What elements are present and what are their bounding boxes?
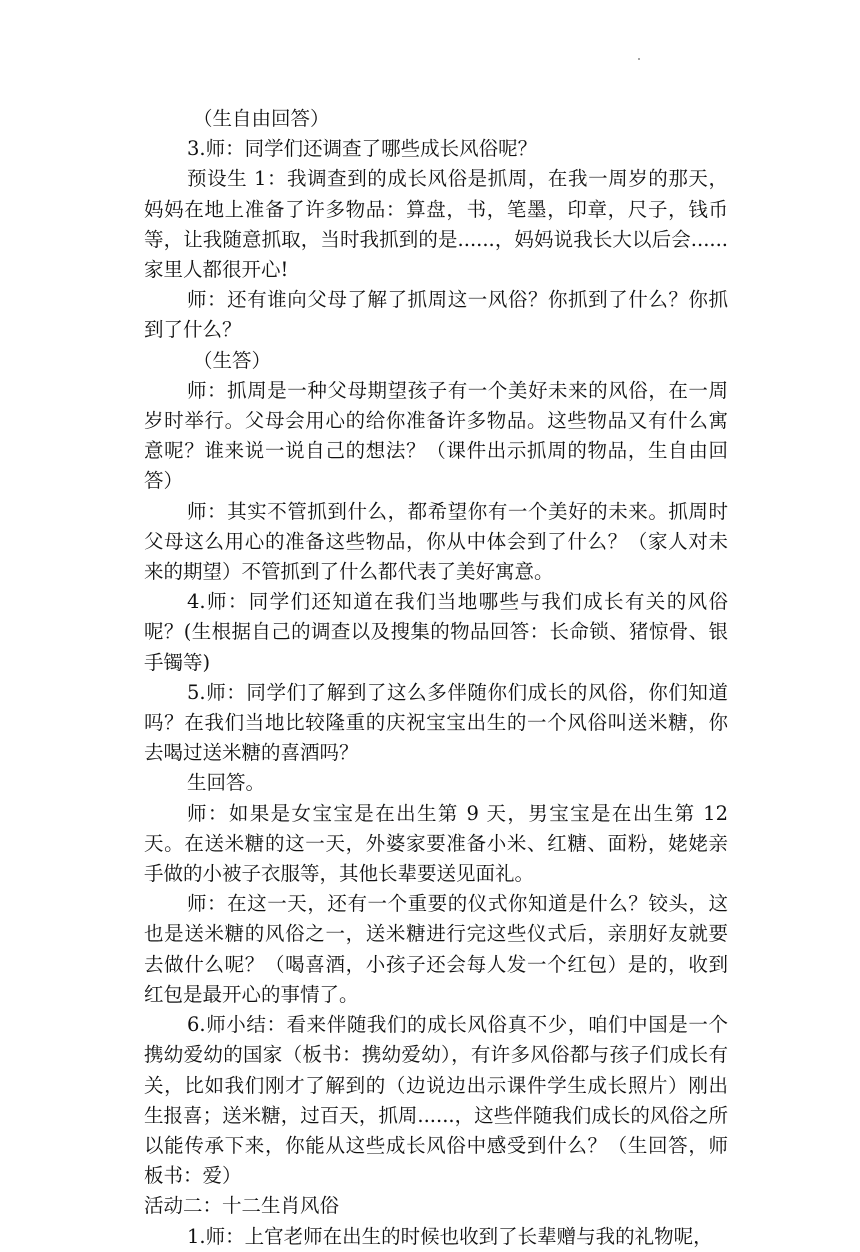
paragraph: 4.师：同学们还知道在我们当地哪些与我们成长有关的风俗呢？(生根据自己的调查以及搜集的物品回答：长命锁、猪惊骨、银手镯等) (144, 590, 728, 674)
paragraph: 生回答。 (187, 771, 266, 795)
paragraph: 师：还有谁向父母了解了抓周这一风俗？你抓到了什么？你抓到了什么？ (144, 288, 728, 342)
paragraph: 师：在这一天，还有一个重要的仪式你知道是什么？铰头，这也是送米糖的风俗之一，送米糖进行完这些仪式后，亲朋好友就要去做什么呢？（喝喜酒，小孩子还会每人发一个红包）是的，收到红包是最开心的事情了。 (144, 892, 728, 1006)
paragraph: 6.师小结：看来伴随我们的成长风俗真不少，咱们中国是一个携幼爱幼的国家（板书：携幼爱幼），有许多风俗都与孩子们成长有关，比如我们刚才了解到的（边说边出示课件学生成长照片）刚出生报喜；送米糖，过百天，抓周......，这些伴随我们成长的风俗之所以能传承下来，你能从这些成长风俗中感受到什么？（生回答，师板书：爱） (144, 1013, 728, 1188)
paragraph: （生自由回答） (193, 107, 330, 130)
paragraph: 5.师：同学们了解到了这么多伴随你们成长的风俗，你们知道吗？在我们当地比较隆重的庆祝宝宝出生的一个风俗叫送米糖，你去喝过送米糖的喜酒吗？ (144, 680, 728, 765)
paragraph: 1.师：上官老师在出生的时候也收到了长辈赠与我的礼物呢， (187, 1224, 713, 1248)
document-body (144, 104, 728, 1252)
paragraph: 师：其实不管抓到什么，都希望你有一个美好的未来。抓周时父母这么用心的准备这些物品，你从中体会到了什么？（家人对未来的期望）不管抓到了什么都代表了美好寓意。 (144, 499, 728, 584)
paragraph: 预设生 1：我调查到的成长风俗是抓周，在我一周岁的那天，妈妈在地上准备了许多物品：算盘，书，笔墨，印章，尺子，钱币等，让我随意抓取，当时我抓到的是......，妈妈说我长大以后会......家里人都很开心! (144, 167, 728, 282)
page-mark (638, 58, 640, 60)
paragraph: （生答） (193, 348, 272, 372)
paragraph: 师：抓周是一种父母期望孩子有一个美好未来的风俗，在一周岁时举行。父母会用心的给你准备许多物品。这些物品又有什么寓意呢？谁来说一说自己的想法？（课件出示抓周的物品，生自由回答） (144, 378, 728, 493)
paragraph: 师：如果是女宝宝是在出生第 9 天，男宝宝是在出生第 12 天。在送米糖的这一天，外婆家要准备小米、红糖、面粉，姥姥亲手做的小被子衣服等，其他长辈要送见面礼。 (144, 801, 728, 886)
paragraph: 3.师：同学们还调查了哪些成长风俗呢？ (187, 137, 538, 161)
section-heading: 活动二：十二生肖风俗 (144, 1194, 340, 1218)
